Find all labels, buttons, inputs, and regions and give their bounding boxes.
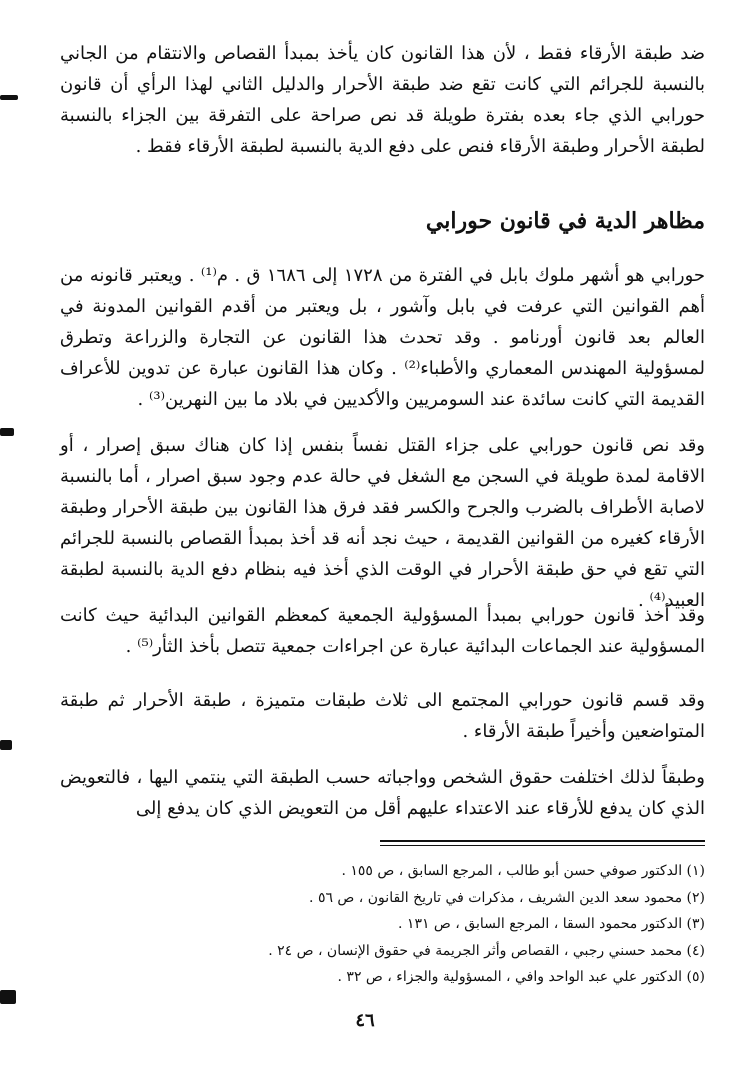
margin-scan-mark [0, 740, 12, 750]
page-number: ٤٦ [355, 1010, 375, 1031]
footnote-item: (٢) محمود سعد الدين الشريف ، مذكرات في تاريخ القانون ، ص ٥٦ . [309, 889, 705, 906]
footnote-item: (١) الدكتور صوفي حسن أبو طالب ، المرجع السابق ، ص ١٥٥ . [341, 863, 705, 879]
body-paragraph: وقد نص قانون حورابي على جزاء القتل نفساً بنفس إذا كان هناك سبق إصرار ، أو الاقامة لمدة طويلة في السجن مع الشغل في حالة عدم وجود سبق اصرار ، أما بالنسبة لاصابة الأطراف بالضرب والجرح والكسر فقد فرق هذا القانون بين طبقة الأحرار وطبقة الأرقاء كغيره من القوانين القديمة ، حيث نجد أنه قد أخذ بمبدأ القصاص بالنسبة للجرائم التي تقع في حق طبقة الأحرار في الوقت الذي أخذ فيه بنظام دفع الدية بالنسبة لطبقة العبيد⁽⁴⁾ . [60, 435, 705, 611]
body-paragraph: ضد طبقة الأرقاء فقط ، لأن هذا القانون كان يأخذ بمبدأ القصاص والانتقام من الجاني بالنسبة للجرائم التي كانت تقع ضد طبقة الأحرار والدليل الثاني لهذا الرأي أن قانون حورابي الذي جاء بعده بفترة طويلة قد نص صراحة على التفرقة بين الجزاء بالنسبة لطبقة الأحرار وطبقة الأرقاء فنص على دفع الدية بالنسبة لطبقة الأرقاء فقط . [60, 43, 705, 157]
footnotes-list [268, 858, 705, 991]
body-paragraph: وقد قسم قانون حورابي المجتمع الى ثلاث طبقات متميزة ، طبقة الأحرار ثم طبقة المتواضعين وأخيراً طبقة الأرقاء . [60, 690, 705, 742]
margin-scan-mark [0, 428, 14, 436]
footnote-item: (٥) الدكتور علي عبد الواحد وافي ، المسؤولية والجزاء ، ص ٣٢ . [337, 969, 705, 985]
margin-scan-mark [0, 990, 16, 1004]
footnote-divider [380, 840, 705, 842]
margin-scan-mark [0, 95, 18, 100]
section-heading: مظاهر الدية في قانون حورابي [425, 208, 705, 234]
footnote-divider [380, 845, 705, 846]
footnote-item: (٤) محمد حسني رجبي ، القصاص وأثر الجريمة في حقوق الإنسان ، ص ٢٤ . [268, 942, 705, 959]
body-paragraph: وطبقاً لذلك اختلفت حقوق الشخص وواجباته حسب الطبقة التي ينتمي اليها ، فالتعويض الذي كان يدفع للأرقاء عند الاعتداء عليهم أقل من التعويض الذي كان يدفع إلى [60, 767, 705, 819]
body-paragraph: وقد أخذ قانون حورابي بمبدأ المسؤولية الجمعية كمعظم القوانين البدائية حيث كانت المسؤولية عند الجماعات البدائية عبارة عن اجراءات جمعية تتصل بأخذ الثأر⁽⁵⁾ . [60, 605, 705, 657]
footnote-item: (٣) الدكتور محمود السقا ، المرجع السابق ، ص ١٣١ . [398, 916, 705, 932]
body-paragraph: حورابي هو أشهر ملوك بابل في الفترة من ١٧٢٨ إلى ١٦٨٦ ق . م⁽¹⁾ . ويعتبر قانونه من أهم القوانين التي عرفت في بابل وآشور ، بل ويعتبر من أقدم القوانين المدونة في العالم بعد قانون أورنامو . وقد تحدث هذا القانون عن التجارة والزراعة وتطرق لمسؤولية المهندس المعماري والأطباء⁽²⁾ . وكان هذا القانون عبارة عن تدوين للأعراف القديمة التي كانت سائدة عند السومريين والأكديين في بلاد ما بين النهرين⁽³⁾ . [60, 265, 706, 410]
